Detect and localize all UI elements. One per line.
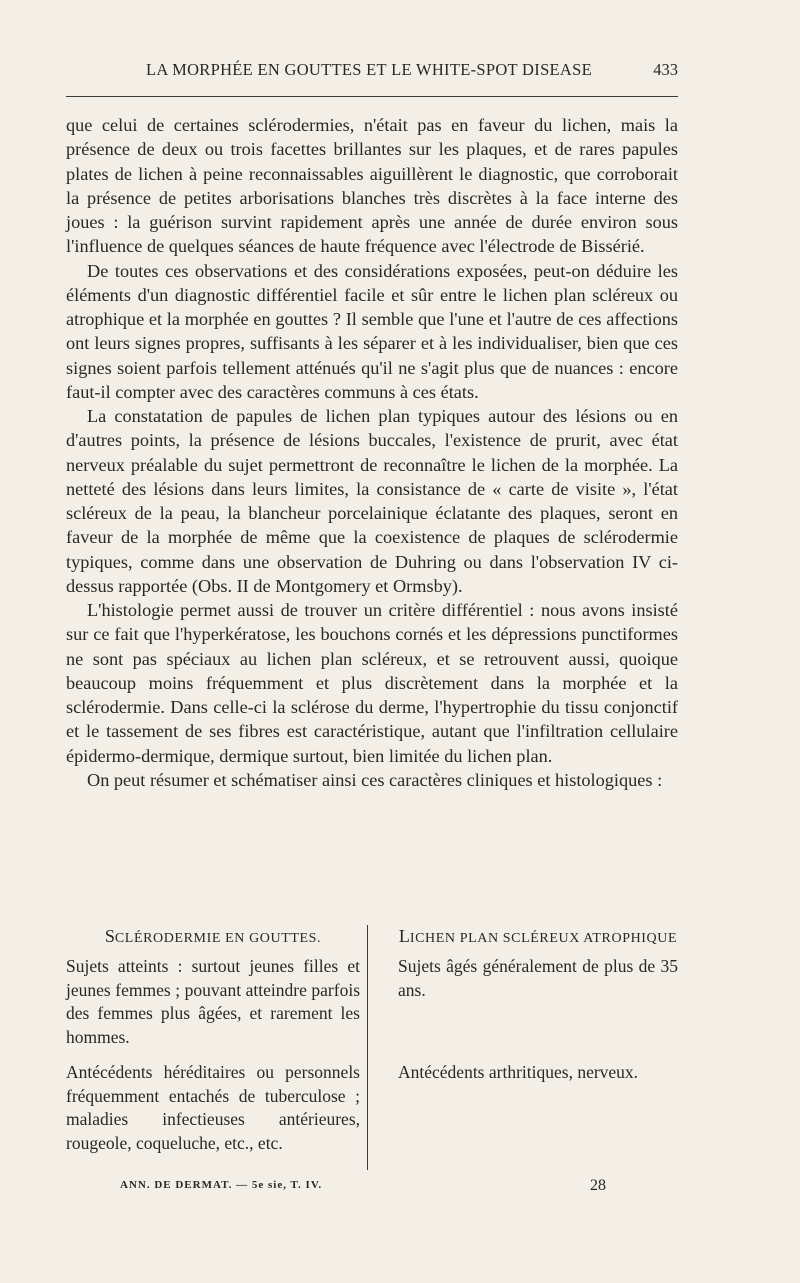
- paragraph-2: De toutes ces observations et des considérations exposées, peut-on déduire les éléments d'un diagnostic différentiel facile et sûr entre le lichen plan scléreux ou atrophique et la morphée en gouttes ? Il semble que l'une et l'autre de ces affections ont leurs signes propres, suffisants à les séparer et à les individualiser, bien que ces signes soient parfois tellement atténués qu'il ne s'agit plus que de nuances : encore faut-il compter avec des caractères communs à ces états.: [66, 260, 678, 402]
- paragraph-4: L'histologie permet aussi de trouver un critère différentiel : nous avons insisté sur ce fait que l'hyperkératose, les bouchons cornés et les dépressions punctiformes ne sont pas spéciaux au lichen plan scléreux, et se retrouvent aussi, quoique beaucoup moins fréquemment et plus discrètement dans la morphée et la sclérodermie. Dans celle-ci la sclérose du derme, l'hypertrophie du tissu conjonctif et le tassement de ses fibres est caractéristique, autant que l'infiltration cellulaire épidermo-dermique, dermique surtout, bien limitée du lichen plan.: [66, 600, 678, 766]
- cell-lichen-subjects: Sujets âgés généralement de plus de 35 ans.: [398, 956, 678, 1000]
- column-header-scleroderma: SCLÉRODERMIE EN GOUTTES.: [104, 926, 322, 946]
- column-divider: [367, 925, 368, 1170]
- body-text: [66, 113, 678, 792]
- comparison-table: [66, 925, 678, 1170]
- cell-lichen-antecedents: Antécédents arthritiques, nerveux.: [398, 1062, 639, 1082]
- paragraph-3: La constatation de papules de lichen plan typiques autour des lésions ou en d'autres points, la présence de lésions buccales, l'existence de prurit, avec état nerveux préalable du sujet permettront de reconnaître le lichen de la morphée. La netteté des lésions dans leurs limites, la consistance de « carte de visite », l'état scléreux de la peau, la blancheur porcelainique éclatante des plaques, seront en faveur de la morphée de même que la coexistence de plaques de sclérodermie typiques, comme dans une observation de Duhring ou dans l'observation IV ci-dessus rapportée (Obs. II de Montgomery et Ormsby).: [66, 406, 678, 596]
- column-header-lichen: LICHEN PLAN SCLÉREUX ATROPHIQUE: [398, 926, 678, 946]
- paragraph-1: que celui de certaines sclérodermies, n'était pas en faveur du lichen, mais la présence de deux ou trois facettes brillantes sur les plaques, et de rares papules plates de lichen à peine reconnaissables aiguillèrent le diagnostic, que corroborait la présence de petites arborisations blanches très discrètes à la face interne des joues : la guérison survint rapidement après une année de durée environ sous l'influence de quelques séances de haute fréquence avec l'électrode de Bissérié.: [66, 115, 678, 257]
- running-title: LA MORPHÉE EN GOUTTES ET LE WHITE-SPOT DISEASE: [146, 60, 592, 79]
- cell-scleroderma-subjects: Sujets atteints : surtout jeunes filles et jeunes femmes ; pouvant atteindre parfois des femmes plus âgées, et rarement les hommes.: [66, 956, 360, 1047]
- running-header: [66, 60, 678, 86]
- signature-mark: 28: [590, 1177, 606, 1194]
- header-rule: [66, 96, 678, 97]
- column-scleroderma: [66, 925, 360, 1155]
- paragraph-5: On peut résumer et schématiser ainsi ces caractères cliniques et histologiques :: [87, 769, 663, 790]
- journal-reference: ANN. DE DERMAT. — 5e sie, T. IV.: [120, 1179, 323, 1191]
- column-lichen: [398, 925, 678, 1085]
- page-footer: [66, 1177, 678, 1199]
- cell-scleroderma-antecedents: Antécédents héréditaires ou personnels fréquemment entachés de tuberculose ; maladies infectieuses antérieures, rougeole, coqueluche, etc., etc.: [66, 1062, 360, 1153]
- page-number: 433: [653, 60, 678, 79]
